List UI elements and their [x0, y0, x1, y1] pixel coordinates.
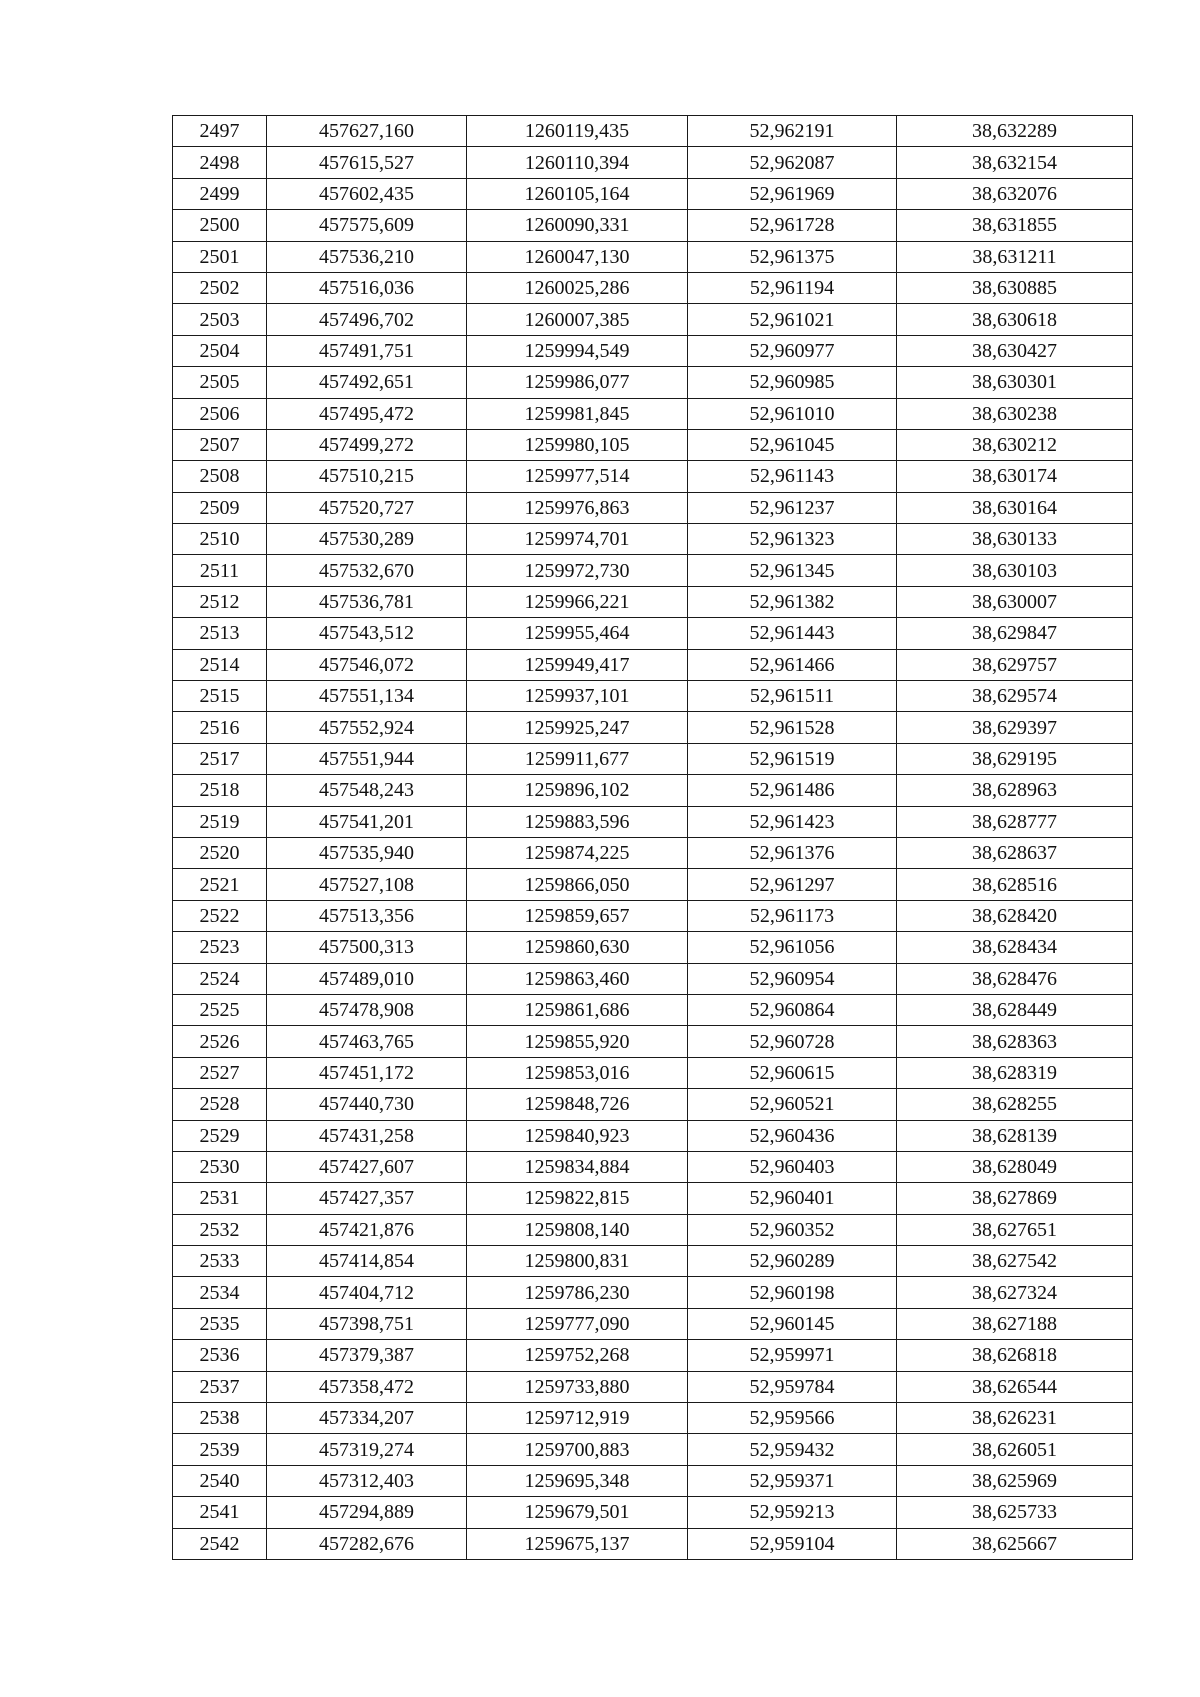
- point-number-cell: 2504: [173, 335, 267, 366]
- latitude-cell: 52,961194: [688, 272, 897, 303]
- x-coordinate-cell: 457478,908: [267, 994, 467, 1025]
- table-body: [173, 116, 1133, 1560]
- table-row: [173, 555, 1133, 586]
- latitude-cell: 52,961423: [688, 806, 897, 837]
- longitude-cell: 38,625969: [897, 1465, 1133, 1496]
- x-coordinate-cell: 457495,472: [267, 398, 467, 429]
- x-coordinate-cell: 457398,751: [267, 1308, 467, 1339]
- table-row: [173, 743, 1133, 774]
- longitude-cell: 38,628476: [897, 963, 1133, 994]
- longitude-cell: 38,628139: [897, 1120, 1133, 1151]
- point-number-cell: 2522: [173, 900, 267, 931]
- x-coordinate-cell: 457551,944: [267, 743, 467, 774]
- x-coordinate-cell: 457492,651: [267, 367, 467, 398]
- point-number-cell: 2538: [173, 1403, 267, 1434]
- latitude-cell: 52,961173: [688, 900, 897, 931]
- latitude-cell: 52,960436: [688, 1120, 897, 1151]
- y-coordinate-cell: 1259800,831: [467, 1246, 688, 1277]
- latitude-cell: 52,960289: [688, 1246, 897, 1277]
- point-number-cell: 2534: [173, 1277, 267, 1308]
- point-number-cell: 2521: [173, 869, 267, 900]
- point-number-cell: 2536: [173, 1340, 267, 1371]
- y-coordinate-cell: 1259925,247: [467, 712, 688, 743]
- latitude-cell: 52,961728: [688, 210, 897, 241]
- point-number-cell: 2532: [173, 1214, 267, 1245]
- table-row: [173, 1308, 1133, 1339]
- table-row: [173, 1183, 1133, 1214]
- x-coordinate-cell: 457282,676: [267, 1528, 467, 1559]
- latitude-cell: 52,960985: [688, 367, 897, 398]
- x-coordinate-cell: 457552,924: [267, 712, 467, 743]
- table-row: [173, 1120, 1133, 1151]
- table-row: [173, 272, 1133, 303]
- y-coordinate-cell: 1259994,549: [467, 335, 688, 366]
- longitude-cell: 38,625733: [897, 1497, 1133, 1528]
- latitude-cell: 52,959371: [688, 1465, 897, 1496]
- y-coordinate-cell: 1259972,730: [467, 555, 688, 586]
- y-coordinate-cell: 1259855,920: [467, 1026, 688, 1057]
- y-coordinate-cell: 1259966,221: [467, 586, 688, 617]
- latitude-cell: 52,961237: [688, 492, 897, 523]
- y-coordinate-cell: 1259955,464: [467, 618, 688, 649]
- x-coordinate-cell: 457404,712: [267, 1277, 467, 1308]
- latitude-cell: 52,960954: [688, 963, 897, 994]
- table-row: [173, 1057, 1133, 1088]
- latitude-cell: 52,961021: [688, 304, 897, 335]
- longitude-cell: 38,630885: [897, 272, 1133, 303]
- latitude-cell: 52,961466: [688, 649, 897, 680]
- table-row: [173, 1528, 1133, 1559]
- table-row: [173, 900, 1133, 931]
- y-coordinate-cell: 1259896,102: [467, 775, 688, 806]
- y-coordinate-cell: 1259834,884: [467, 1151, 688, 1182]
- point-number-cell: 2535: [173, 1308, 267, 1339]
- longitude-cell: 38,628516: [897, 869, 1133, 900]
- x-coordinate-cell: 457527,108: [267, 869, 467, 900]
- x-coordinate-cell: 457541,201: [267, 806, 467, 837]
- longitude-cell: 38,627188: [897, 1308, 1133, 1339]
- longitude-cell: 38,632154: [897, 147, 1133, 178]
- point-number-cell: 2517: [173, 743, 267, 774]
- point-number-cell: 2528: [173, 1089, 267, 1120]
- x-coordinate-cell: 457496,702: [267, 304, 467, 335]
- point-number-cell: 2502: [173, 272, 267, 303]
- table-row: [173, 994, 1133, 1025]
- table-row: [173, 1151, 1133, 1182]
- x-coordinate-cell: 457536,210: [267, 241, 467, 272]
- x-coordinate-cell: 457500,313: [267, 932, 467, 963]
- longitude-cell: 38,629195: [897, 743, 1133, 774]
- y-coordinate-cell: 1259675,137: [467, 1528, 688, 1559]
- x-coordinate-cell: 457358,472: [267, 1371, 467, 1402]
- table-row: [173, 712, 1133, 743]
- point-number-cell: 2505: [173, 367, 267, 398]
- y-coordinate-cell: 1260025,286: [467, 272, 688, 303]
- table-row: [173, 398, 1133, 429]
- x-coordinate-cell: 457463,765: [267, 1026, 467, 1057]
- y-coordinate-cell: 1259848,726: [467, 1089, 688, 1120]
- point-number-cell: 2518: [173, 775, 267, 806]
- point-number-cell: 2516: [173, 712, 267, 743]
- table-row: [173, 837, 1133, 868]
- longitude-cell: 38,630427: [897, 335, 1133, 366]
- point-number-cell: 2500: [173, 210, 267, 241]
- x-coordinate-cell: 457551,134: [267, 681, 467, 712]
- y-coordinate-cell: 1260105,164: [467, 178, 688, 209]
- x-coordinate-cell: 457513,356: [267, 900, 467, 931]
- longitude-cell: 38,630238: [897, 398, 1133, 429]
- table-row: [173, 1340, 1133, 1371]
- latitude-cell: 52,961345: [688, 555, 897, 586]
- point-number-cell: 2513: [173, 618, 267, 649]
- longitude-cell: 38,627869: [897, 1183, 1133, 1214]
- point-number-cell: 2508: [173, 461, 267, 492]
- latitude-cell: 52,961056: [688, 932, 897, 963]
- point-number-cell: 2525: [173, 994, 267, 1025]
- point-number-cell: 2533: [173, 1246, 267, 1277]
- y-coordinate-cell: 1259977,514: [467, 461, 688, 492]
- latitude-cell: 52,960615: [688, 1057, 897, 1088]
- y-coordinate-cell: 1259786,230: [467, 1277, 688, 1308]
- table-row: [173, 1277, 1133, 1308]
- latitude-cell: 52,960145: [688, 1308, 897, 1339]
- y-coordinate-cell: 1259883,596: [467, 806, 688, 837]
- y-coordinate-cell: 1259712,919: [467, 1403, 688, 1434]
- table-row: [173, 1497, 1133, 1528]
- point-number-cell: 2526: [173, 1026, 267, 1057]
- latitude-cell: 52,960864: [688, 994, 897, 1025]
- longitude-cell: 38,630133: [897, 524, 1133, 555]
- x-coordinate-cell: 457516,036: [267, 272, 467, 303]
- y-coordinate-cell: 1259860,630: [467, 932, 688, 963]
- longitude-cell: 38,626231: [897, 1403, 1133, 1434]
- x-coordinate-cell: 457414,854: [267, 1246, 467, 1277]
- latitude-cell: 52,961143: [688, 461, 897, 492]
- x-coordinate-cell: 457334,207: [267, 1403, 467, 1434]
- y-coordinate-cell: 1260119,435: [467, 116, 688, 147]
- latitude-cell: 52,962191: [688, 116, 897, 147]
- point-number-cell: 2527: [173, 1057, 267, 1088]
- table-row: [173, 304, 1133, 335]
- table-row: [173, 461, 1133, 492]
- table-row: [173, 586, 1133, 617]
- longitude-cell: 38,628319: [897, 1057, 1133, 1088]
- longitude-cell: 38,630007: [897, 586, 1133, 617]
- table-row: [173, 963, 1133, 994]
- longitude-cell: 38,628363: [897, 1026, 1133, 1057]
- latitude-cell: 52,960521: [688, 1089, 897, 1120]
- y-coordinate-cell: 1259861,686: [467, 994, 688, 1025]
- longitude-cell: 38,628434: [897, 932, 1133, 963]
- x-coordinate-cell: 457548,243: [267, 775, 467, 806]
- y-coordinate-cell: 1260110,394: [467, 147, 688, 178]
- latitude-cell: 52,959432: [688, 1434, 897, 1465]
- x-coordinate-cell: 457615,527: [267, 147, 467, 178]
- table-row: [173, 1403, 1133, 1434]
- y-coordinate-cell: 1259866,050: [467, 869, 688, 900]
- latitude-cell: 52,961443: [688, 618, 897, 649]
- longitude-cell: 38,631855: [897, 210, 1133, 241]
- x-coordinate-cell: 457510,215: [267, 461, 467, 492]
- latitude-cell: 52,961297: [688, 869, 897, 900]
- table-row: [173, 429, 1133, 460]
- x-coordinate-cell: 457421,876: [267, 1214, 467, 1245]
- y-coordinate-cell: 1259695,348: [467, 1465, 688, 1496]
- x-coordinate-cell: 457489,010: [267, 963, 467, 994]
- table-row: [173, 524, 1133, 555]
- y-coordinate-cell: 1259859,657: [467, 900, 688, 931]
- point-number-cell: 2503: [173, 304, 267, 335]
- x-coordinate-cell: 457546,072: [267, 649, 467, 680]
- y-coordinate-cell: 1259840,923: [467, 1120, 688, 1151]
- x-coordinate-cell: 457627,160: [267, 116, 467, 147]
- x-coordinate-cell: 457536,781: [267, 586, 467, 617]
- table-row: [173, 618, 1133, 649]
- point-number-cell: 2540: [173, 1465, 267, 1496]
- latitude-cell: 52,961323: [688, 524, 897, 555]
- x-coordinate-cell: 457451,172: [267, 1057, 467, 1088]
- latitude-cell: 52,961010: [688, 398, 897, 429]
- x-coordinate-cell: 457543,512: [267, 618, 467, 649]
- table-row: [173, 775, 1133, 806]
- point-number-cell: 2530: [173, 1151, 267, 1182]
- longitude-cell: 38,626544: [897, 1371, 1133, 1402]
- table-row: [173, 1371, 1133, 1402]
- latitude-cell: 52,960977: [688, 335, 897, 366]
- longitude-cell: 38,629574: [897, 681, 1133, 712]
- table-row: [173, 1246, 1133, 1277]
- longitude-cell: 38,628255: [897, 1089, 1133, 1120]
- point-number-cell: 2542: [173, 1528, 267, 1559]
- point-number-cell: 2541: [173, 1497, 267, 1528]
- y-coordinate-cell: 1260090,331: [467, 210, 688, 241]
- y-coordinate-cell: 1259700,883: [467, 1434, 688, 1465]
- point-number-cell: 2507: [173, 429, 267, 460]
- point-number-cell: 2515: [173, 681, 267, 712]
- longitude-cell: 38,627651: [897, 1214, 1133, 1245]
- latitude-cell: 52,961045: [688, 429, 897, 460]
- table-row: [173, 335, 1133, 366]
- point-number-cell: 2497: [173, 116, 267, 147]
- point-number-cell: 2512: [173, 586, 267, 617]
- x-coordinate-cell: 457379,387: [267, 1340, 467, 1371]
- latitude-cell: 52,959213: [688, 1497, 897, 1528]
- y-coordinate-cell: 1259911,677: [467, 743, 688, 774]
- longitude-cell: 38,625667: [897, 1528, 1133, 1559]
- x-coordinate-cell: 457312,403: [267, 1465, 467, 1496]
- point-number-cell: 2524: [173, 963, 267, 994]
- x-coordinate-cell: 457520,727: [267, 492, 467, 523]
- latitude-cell: 52,959784: [688, 1371, 897, 1402]
- table-row: [173, 147, 1133, 178]
- y-coordinate-cell: 1259976,863: [467, 492, 688, 523]
- latitude-cell: 52,960403: [688, 1151, 897, 1182]
- latitude-cell: 52,961375: [688, 241, 897, 272]
- table-row: [173, 1026, 1133, 1057]
- y-coordinate-cell: 1260047,130: [467, 241, 688, 272]
- x-coordinate-cell: 457535,940: [267, 837, 467, 868]
- longitude-cell: 38,632289: [897, 116, 1133, 147]
- x-coordinate-cell: 457532,670: [267, 555, 467, 586]
- latitude-cell: 52,961528: [688, 712, 897, 743]
- y-coordinate-cell: 1259937,101: [467, 681, 688, 712]
- latitude-cell: 52,961969: [688, 178, 897, 209]
- latitude-cell: 52,959971: [688, 1340, 897, 1371]
- longitude-cell: 38,627542: [897, 1246, 1133, 1277]
- point-number-cell: 2501: [173, 241, 267, 272]
- x-coordinate-cell: 457319,274: [267, 1434, 467, 1465]
- table-row: [173, 367, 1133, 398]
- longitude-cell: 38,630174: [897, 461, 1133, 492]
- longitude-cell: 38,627324: [897, 1277, 1133, 1308]
- table-row: [173, 681, 1133, 712]
- point-number-cell: 2506: [173, 398, 267, 429]
- y-coordinate-cell: 1259822,815: [467, 1183, 688, 1214]
- point-number-cell: 2499: [173, 178, 267, 209]
- longitude-cell: 38,630618: [897, 304, 1133, 335]
- latitude-cell: 52,959566: [688, 1403, 897, 1434]
- latitude-cell: 52,960401: [688, 1183, 897, 1214]
- x-coordinate-cell: 457294,889: [267, 1497, 467, 1528]
- point-number-cell: 2520: [173, 837, 267, 868]
- longitude-cell: 38,631211: [897, 241, 1133, 272]
- point-number-cell: 2537: [173, 1371, 267, 1402]
- x-coordinate-cell: 457602,435: [267, 178, 467, 209]
- point-number-cell: 2539: [173, 1434, 267, 1465]
- point-number-cell: 2529: [173, 1120, 267, 1151]
- longitude-cell: 38,629397: [897, 712, 1133, 743]
- longitude-cell: 38,632076: [897, 178, 1133, 209]
- latitude-cell: 52,961486: [688, 775, 897, 806]
- point-number-cell: 2514: [173, 649, 267, 680]
- x-coordinate-cell: 457530,289: [267, 524, 467, 555]
- latitude-cell: 52,961376: [688, 837, 897, 868]
- table-row: [173, 210, 1133, 241]
- y-coordinate-cell: 1259980,105: [467, 429, 688, 460]
- point-number-cell: 2523: [173, 932, 267, 963]
- point-number-cell: 2511: [173, 555, 267, 586]
- table-row: [173, 932, 1133, 963]
- latitude-cell: 52,962087: [688, 147, 897, 178]
- y-coordinate-cell: 1259986,077: [467, 367, 688, 398]
- y-coordinate-cell: 1259949,417: [467, 649, 688, 680]
- y-coordinate-cell: 1259733,880: [467, 1371, 688, 1402]
- latitude-cell: 52,961382: [688, 586, 897, 617]
- y-coordinate-cell: 1260007,385: [467, 304, 688, 335]
- table-row: [173, 1434, 1133, 1465]
- latitude-cell: 52,961519: [688, 743, 897, 774]
- x-coordinate-cell: 457427,357: [267, 1183, 467, 1214]
- table-row: [173, 806, 1133, 837]
- point-number-cell: 2498: [173, 147, 267, 178]
- x-coordinate-cell: 457499,272: [267, 429, 467, 460]
- longitude-cell: 38,630301: [897, 367, 1133, 398]
- longitude-cell: 38,628963: [897, 775, 1133, 806]
- longitude-cell: 38,626818: [897, 1340, 1133, 1371]
- table-row: [173, 1214, 1133, 1245]
- table-row: [173, 241, 1133, 272]
- latitude-cell: 52,960728: [688, 1026, 897, 1057]
- y-coordinate-cell: 1259874,225: [467, 837, 688, 868]
- longitude-cell: 38,629757: [897, 649, 1133, 680]
- longitude-cell: 38,628777: [897, 806, 1133, 837]
- y-coordinate-cell: 1259808,140: [467, 1214, 688, 1245]
- latitude-cell: 52,959104: [688, 1528, 897, 1559]
- table-row: [173, 492, 1133, 523]
- longitude-cell: 38,628420: [897, 900, 1133, 931]
- latitude-cell: 52,960352: [688, 1214, 897, 1245]
- table-row: [173, 1465, 1133, 1496]
- longitude-cell: 38,630164: [897, 492, 1133, 523]
- y-coordinate-cell: 1259863,460: [467, 963, 688, 994]
- y-coordinate-cell: 1259679,501: [467, 1497, 688, 1528]
- coordinates-table: [172, 115, 1133, 1560]
- longitude-cell: 38,629847: [897, 618, 1133, 649]
- point-number-cell: 2531: [173, 1183, 267, 1214]
- y-coordinate-cell: 1259974,701: [467, 524, 688, 555]
- y-coordinate-cell: 1259981,845: [467, 398, 688, 429]
- point-number-cell: 2519: [173, 806, 267, 837]
- longitude-cell: 38,626051: [897, 1434, 1133, 1465]
- table-row: [173, 1089, 1133, 1120]
- y-coordinate-cell: 1259752,268: [467, 1340, 688, 1371]
- table-row: [173, 649, 1133, 680]
- x-coordinate-cell: 457427,607: [267, 1151, 467, 1182]
- table-row: [173, 178, 1133, 209]
- longitude-cell: 38,630212: [897, 429, 1133, 460]
- point-number-cell: 2510: [173, 524, 267, 555]
- x-coordinate-cell: 457440,730: [267, 1089, 467, 1120]
- latitude-cell: 52,960198: [688, 1277, 897, 1308]
- longitude-cell: 38,628449: [897, 994, 1133, 1025]
- table-row: [173, 116, 1133, 147]
- y-coordinate-cell: 1259853,016: [467, 1057, 688, 1088]
- longitude-cell: 38,628637: [897, 837, 1133, 868]
- y-coordinate-cell: 1259777,090: [467, 1308, 688, 1339]
- x-coordinate-cell: 457431,258: [267, 1120, 467, 1151]
- x-coordinate-cell: 457491,751: [267, 335, 467, 366]
- table-row: [173, 869, 1133, 900]
- latitude-cell: 52,961511: [688, 681, 897, 712]
- longitude-cell: 38,630103: [897, 555, 1133, 586]
- x-coordinate-cell: 457575,609: [267, 210, 467, 241]
- point-number-cell: 2509: [173, 492, 267, 523]
- longitude-cell: 38,628049: [897, 1151, 1133, 1182]
